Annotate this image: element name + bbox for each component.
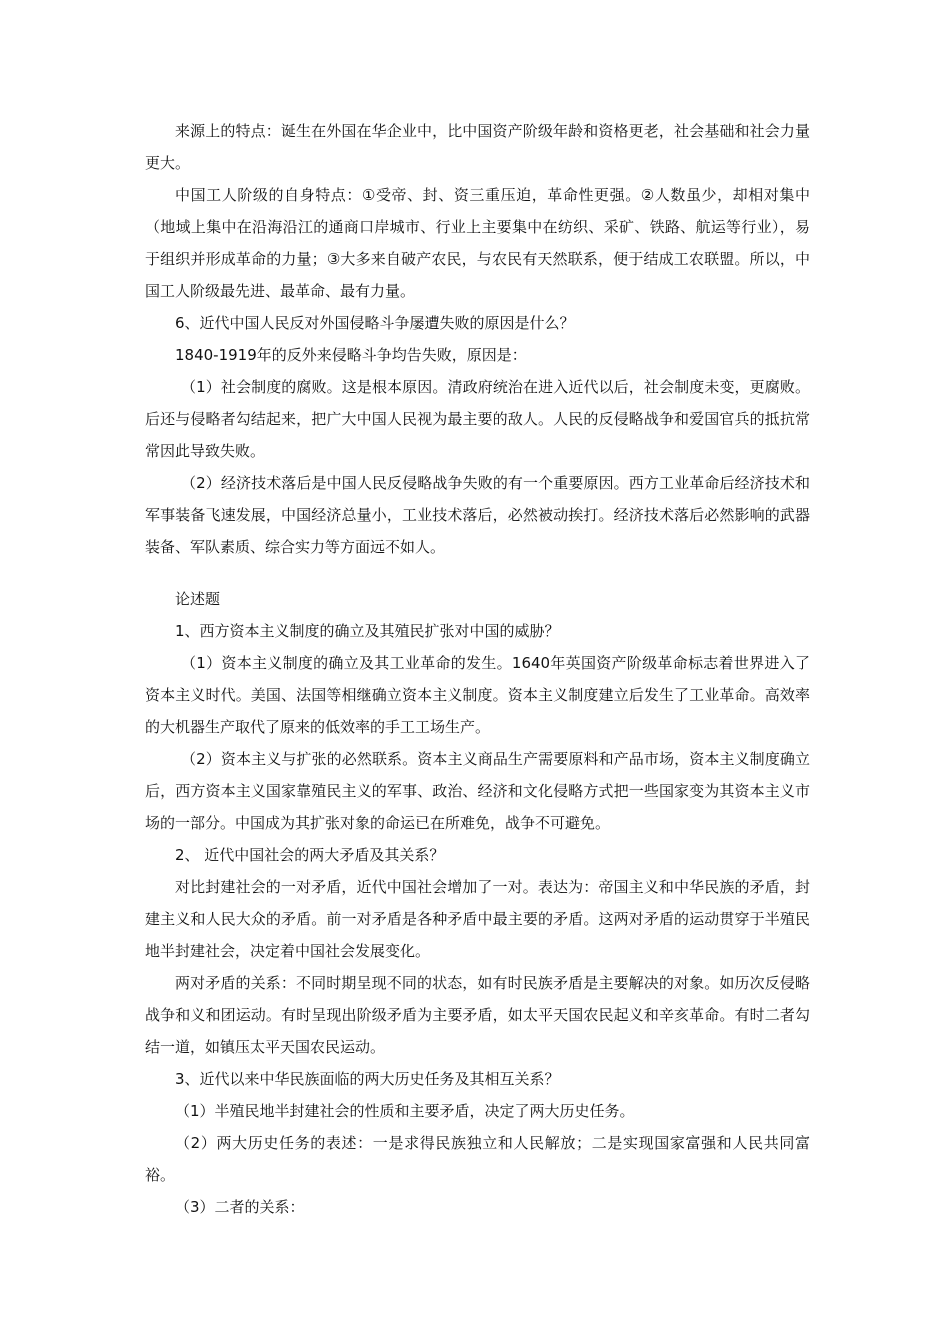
document-body: [145, 115, 810, 1223]
paragraph: （1）社会制度的腐败。这是根本原因。清政府统治在进入近代以后，社会制度未变，更腐败。后还与侵略者勾结起来，把广大中国人民视为最主要的敌人。人民的反侵略战争和爱国官兵的抵抗常常因此导致失败。: [145, 378, 810, 460]
paragraph: 1840-1919年的反外来侵略斗争均告失败，原因是：: [175, 346, 527, 364]
paragraph: 1、西方资本主义制度的确立及其殖民扩张对中国的威胁？: [175, 622, 560, 640]
paragraph: 两对矛盾的关系：不同时期呈现不同的状态，如有时民族矛盾是主要解决的对象。如历次反侵略战争和义和团运动。有时呈现出阶级矛盾为主要矛盾，如太平天国农民起义和辛亥革命。有时二者勾结一道，如镇压太平天国农民运动。: [145, 974, 810, 1056]
paragraph: 对比封建社会的一对矛盾，近代中国社会增加了一对。表达为：帝国主义和中华民族的矛盾，封建主义和人民大众的矛盾。前一对矛盾是各种矛盾中最主要的矛盾。这两对矛盾的运动贯穿于半殖民地半封建社会，决定着中国社会发展变化。: [145, 878, 810, 960]
paragraph: （1）半殖民地半封建社会的性质和主要矛盾，决定了两大历史任务。: [175, 1102, 635, 1120]
paragraph-gap: [145, 563, 810, 583]
paragraph: 2、 近代中国社会的两大矛盾及其关系？: [175, 846, 445, 864]
paragraph: 6、近代中国人民反对外国侵略斗争屡遭失败的原因是什么？: [175, 314, 575, 332]
paragraph: （2）两大历史任务的表述：一是求得民族独立和人民解放；二是实现国家富强和人民共同富裕。: [145, 1134, 810, 1184]
paragraph: 论述题: [175, 590, 221, 608]
paragraph: （1）资本主义制度的确立及其工业革命的发生。1640年英国资产阶级革命标志着世界进入了资本主义时代。美国、法国等相继确立资本主义制度。资本主义制度建立后发生了工业革命。高效率的大机器生产取代了原来的低效率的手工工场生产。: [145, 654, 810, 736]
paragraph: （3）二者的关系：: [175, 1198, 305, 1216]
paragraph: 来源上的特点：诞生在外国在华企业中，比中国资产阶级年龄和资格更老，社会基础和社会力量更大。: [145, 122, 810, 172]
paragraph: （2）资本主义与扩张的必然联系。资本主义商品生产需要原料和产品市场，资本主义制度确立后，西方资本主义国家靠殖民主义的军事、政治、经济和文化侵略方式把一些国家变为其资本主义市场的一部分。中国成为其扩张对象的命运已在所难免，战争不可避免。: [145, 750, 810, 832]
paragraph: （2）经济技术落后是中国人民反侵略战争失败的有一个重要原因。西方工业革命后经济技术和军事装备飞速发展，中国经济总量小，工业技术落后，必然被动挨打。经济技术落后必然影响的武器装备、军队素质、综合实力等方面远不如人。: [145, 474, 810, 556]
paragraph: 中国工人阶级的自身特点：①受帝、封、资三重压迫，革命性更强。②人数虽少，却相对集中（地域上集中在沿海沿江的通商口岸城市、行业上主要集中在纺织、采矿、铁路、航运等行业），易于组织并形成革命的力量；③大多来自破产农民，与农民有天然联系，便于结成工农联盟。所以，中国工人阶级最先进、最革命、最有力量。: [145, 186, 810, 300]
paragraph: 3、近代以来中华民族面临的两大历史任务及其相互关系？: [175, 1070, 560, 1088]
